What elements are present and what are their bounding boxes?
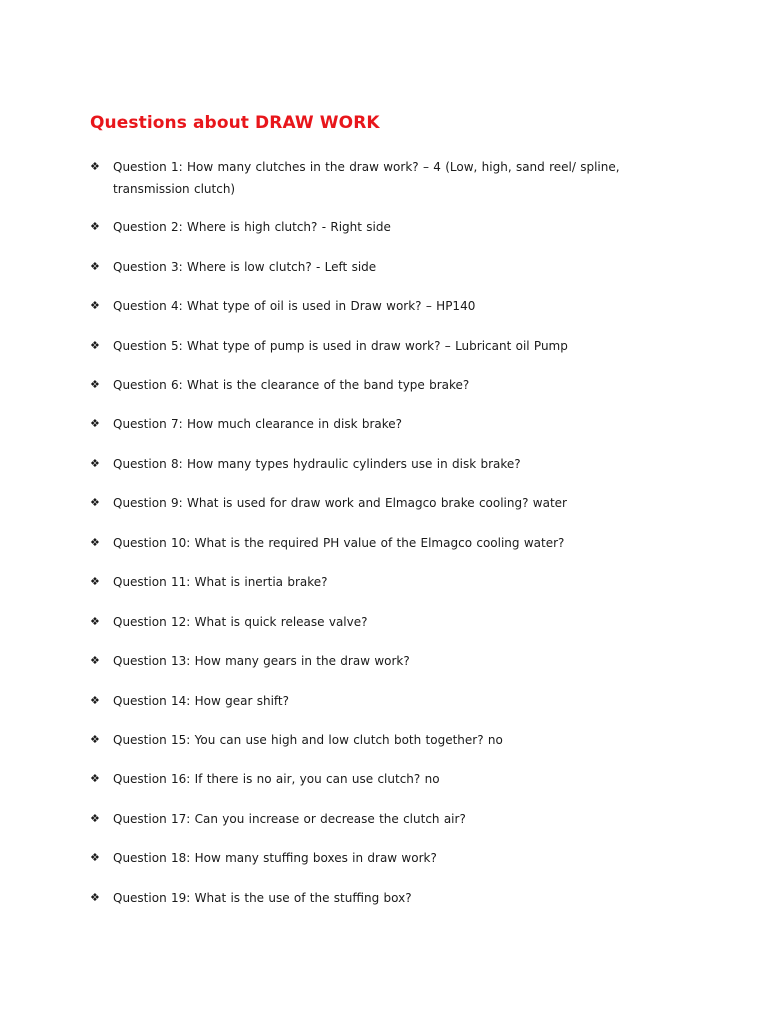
diamond-bullet-icon: ❖ xyxy=(90,220,100,233)
list-item xyxy=(90,216,690,238)
list-item xyxy=(90,453,690,475)
question-text: Question 19: What is the use of the stuffing box? xyxy=(113,891,412,905)
question-text: Question 15: You can use high and low clutch both together? no xyxy=(113,733,503,747)
question-text: Question 3: Where is low clutch? - Left side xyxy=(113,260,377,274)
list-item xyxy=(90,808,690,830)
list-item xyxy=(90,413,690,435)
question-text: Question 14: How gear shift? xyxy=(113,694,289,708)
question-text: Question 18: How many stuffing boxes in draw work? xyxy=(113,851,437,865)
diamond-bullet-icon: ❖ xyxy=(90,536,100,549)
list-item xyxy=(90,571,690,593)
list-item xyxy=(90,295,690,317)
diamond-bullet-icon: ❖ xyxy=(90,160,100,173)
diamond-bullet-icon: ❖ xyxy=(90,615,100,628)
question-text: Question 10: What is the required PH value of the Elmagco cooling water? xyxy=(113,536,565,550)
list-item xyxy=(90,335,690,357)
question-text: Question 11: What is inertia brake? xyxy=(113,575,328,589)
diamond-bullet-icon: ❖ xyxy=(90,851,100,864)
diamond-bullet-icon: ❖ xyxy=(90,378,100,391)
list-item xyxy=(90,156,690,200)
list-item xyxy=(90,611,690,633)
diamond-bullet-icon: ❖ xyxy=(90,260,100,273)
diamond-bullet-icon: ❖ xyxy=(90,299,100,312)
list-item xyxy=(90,690,690,712)
list-item xyxy=(90,768,690,790)
diamond-bullet-icon: ❖ xyxy=(90,772,100,785)
diamond-bullet-icon: ❖ xyxy=(90,457,100,470)
diamond-bullet-icon: ❖ xyxy=(90,339,100,352)
question-text: Question 9: What is used for draw work and Elmagco brake cooling? water xyxy=(113,496,567,510)
question-text: Question 8: How many types hydraulic cylinders use in disk brake? xyxy=(113,457,521,471)
diamond-bullet-icon: ❖ xyxy=(90,417,100,430)
list-item xyxy=(90,847,690,869)
question-text: Question 7: How much clearance in disk brake? xyxy=(113,417,403,431)
question-text: Question 16: If there is no air, you can use clutch? no xyxy=(113,772,440,786)
diamond-bullet-icon: ❖ xyxy=(90,694,100,707)
list-item xyxy=(90,729,690,751)
document-title: Questions about DRAW WORK xyxy=(90,113,380,133)
question-text: Question 17: Can you increase or decrease the clutch air? xyxy=(113,812,466,826)
list-item xyxy=(90,650,690,672)
diamond-bullet-icon: ❖ xyxy=(90,733,100,746)
question-text: Question 4: What type of oil is used in Draw work? – HP140 xyxy=(113,299,476,313)
question-text: Question 6: What is the clearance of the band type brake? xyxy=(113,378,470,392)
diamond-bullet-icon: ❖ xyxy=(90,496,100,509)
diamond-bullet-icon: ❖ xyxy=(90,575,100,588)
diamond-bullet-icon: ❖ xyxy=(90,891,100,904)
list-item xyxy=(90,532,690,554)
diamond-bullet-icon: ❖ xyxy=(90,812,100,825)
list-item xyxy=(90,256,690,278)
question-text: Question 13: How many gears in the draw work? xyxy=(113,654,410,668)
question-text: Question 12: What is quick release valve? xyxy=(113,615,368,629)
question-text: Question 5: What type of pump is used in draw work? – Lubricant oil Pump xyxy=(113,339,568,353)
question-text: Question 1: How many clutches in the draw work? – 4 (Low, high, sand reel/ spline, transmission clutch) xyxy=(113,160,620,196)
list-item xyxy=(90,887,690,909)
question-text: Question 2: Where is high clutch? - Right side xyxy=(113,220,391,234)
list-item xyxy=(90,374,690,396)
diamond-bullet-icon: ❖ xyxy=(90,654,100,667)
list-item xyxy=(90,492,690,514)
